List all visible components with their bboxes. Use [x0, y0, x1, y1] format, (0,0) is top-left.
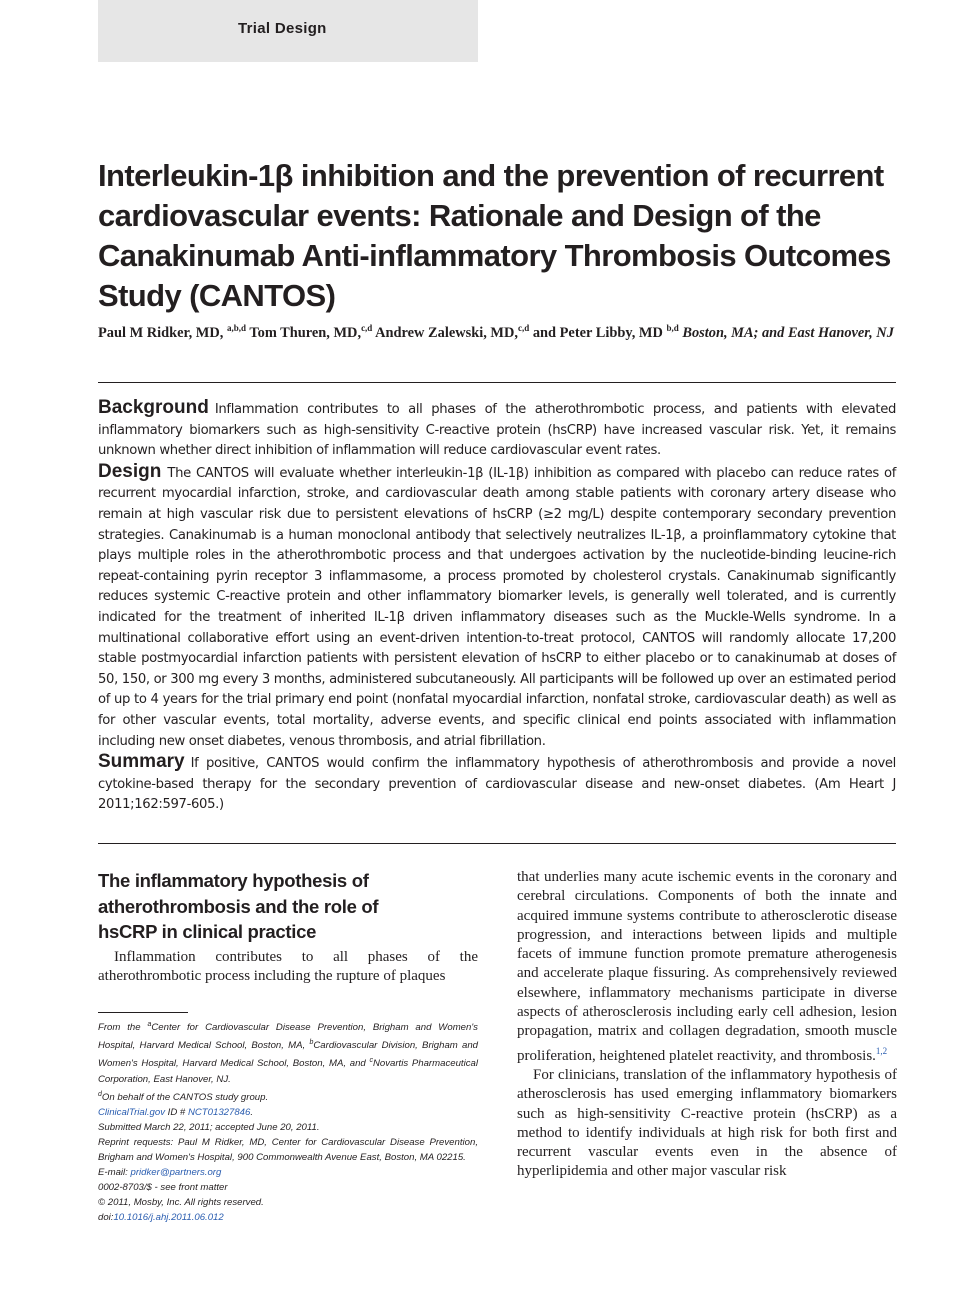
right-column — [517, 868, 897, 1182]
doi-link[interactable]: 10.1016/j.ahj.2011.06.012 — [113, 1211, 224, 1223]
body-paragraph — [517, 868, 897, 1066]
footnote-text: Novartis Pharmaceutical Corporation, East Hanover, NJ. — [98, 1058, 478, 1085]
trial-registry-link[interactable]: ClinicalTrial.gov — [98, 1106, 165, 1118]
author-name: Paul M Ridker, MD, — [98, 324, 224, 341]
abstract-design — [98, 462, 896, 752]
citation-link[interactable]: 1,2 — [875, 1045, 888, 1056]
author-affiliation: c,d — [517, 323, 530, 333]
footnote-text: ID # — [165, 1106, 188, 1118]
author-affiliation: b,d — [666, 323, 679, 333]
footnote-issn: 0002-8703/$ - see front matter — [98, 1181, 228, 1193]
footnote-email — [98, 1165, 478, 1180]
footnote-text: Cardiovascular Division, Brigham and Women's Hospital, Harvard Medical School, Boston, MA, and — [98, 1040, 479, 1070]
abstract-summary-label: Summary — [98, 751, 185, 773]
footnote-rule — [98, 1012, 188, 1013]
footnote-trial-registration — [98, 1105, 478, 1120]
footnotes — [98, 1017, 478, 1225]
footnote-study-group — [98, 1087, 478, 1105]
abstract-bottom-rule — [98, 843, 896, 844]
author-affiliation: c,d — [361, 323, 373, 333]
abstract-summary — [98, 752, 896, 816]
abstract — [98, 398, 896, 816]
footnote-text: E-mail: — [98, 1166, 131, 1178]
footnote-sup: d — [98, 1090, 102, 1098]
body-paragraph: Inflammation contributes to all phases of the atherothrombotic process including the rupture of plaques — [98, 948, 478, 984]
footnote-doi — [98, 1210, 478, 1225]
abstract-design-label: Design — [98, 460, 162, 482]
abstract-background-text: Inflammation contributes to all phases of the atherothrombotic process, and patients with elevated inflammatory biomarkers such as high-sensitivity C-reactive protein (hsCRP) have increased vascular risk. Yet, it remains unknown whether direct inhibition of inflammation will reduce cardiovascular event rates. — [98, 402, 896, 459]
footnote-submitted: Submitted March 22, 2011; accepted June 20, 2011. — [98, 1121, 320, 1133]
footnote-text: . — [250, 1106, 254, 1118]
footnote-copyright: © 2011, Mosby, Inc. All rights reserved. — [98, 1196, 264, 1208]
trial-id-link[interactable]: NCT01327846 — [187, 1106, 251, 1118]
footnote-sup: a — [147, 1021, 152, 1028]
body-paragraph: For clinicians, translation of the inflammatory hypothesis of atherosclerosis has used emerging inflammatory biomarkers such as high-sensitivity C-reactive protein (hsCRP) as a method to identify individuals at high risk for both first and recurrent vascular events even in the absence of hyperlipidemia and other major vascular risk — [517, 1066, 897, 1180]
footnote-text: From the — [98, 1022, 148, 1034]
author-name: Andrew Zalewski, MD, — [375, 324, 518, 341]
section-tab-label: Trial Design — [238, 20, 327, 37]
abstract-background-label: Background — [98, 397, 209, 418]
author-name: and Peter Libby, MD — [532, 324, 663, 341]
footnote-affiliations — [98, 1017, 478, 1087]
article-title: Interleukin-1β inhibition and the prevention of recurrent cardiovascular events: Rationale and Design of the Canakinumab Anti-inflammatory Thrombosis Outcomes Study (CANTOS) — [98, 158, 891, 313]
footnote-sup: b — [309, 1039, 314, 1047]
footnote-text: doi: — [98, 1211, 114, 1223]
author-list — [98, 318, 898, 343]
author-locations: Boston, MA; and East Hanover, NJ — [682, 324, 894, 341]
email-link[interactable]: pridker@partners.org — [130, 1166, 222, 1178]
abstract-background — [98, 398, 896, 462]
footnote-text: Center for Cardiovascular Disease Prevention, Brigham and Women's Hospital, Harvard Medical School, Boston, MA, — [98, 1022, 478, 1052]
body-text: that underlies many acute ischemic events in the coronary and cerebral circulations. Components of both the innate and acquired immune systems contribute to atherosclerotic disease progression, and interactions between lipids and multiple facets of immune function promote premature atherogenesis and accelerate plaque fissuring. As comprehensively reviewed elsewhere, inflammatory mechanisms participate in diverse aspects of atherosclerosis including early cell adhesion, lesion propagation, matrix and collagen degradation, smooth muscle proliferation, heightened platelet reactivity, and thrombosis. — [517, 869, 897, 1064]
abstract-design-text: The CANTOS will evaluate whether interleukin-1β (IL-1β) inhibition as compared with placebo can reduce rates of recurrent myocardial infarction, stroke, and cardiovascular death among stable patients with coronary artery disease who remain at high vascular risk due to persistent elevations of hsCRP (≥2 mg/L) despite contemporary secondary prevention strategies. Canakinumab is a human monoclonal antibody that selectively neutralizes IL-1β, a proinflammatory cytokine that plays multiple roles in the atherothrombotic process and that undergoes activation by the nucleotide-binding leucine-rich repeat-containing pyrin receptor 3 inflammasome, a process promoted by cholesterol crystals. Canakinumab significantly reduces systemic C-reactive protein and other inflammatory biomarker levels, is generally well tolerated, and is currently indicated for the treatment of inherited IL-1β driven inflammatory diseases such as the Muckle-Wells syndrome. In a multinational collaborative effort using an event-driven intention-to-treat protocol, CANTOS will randomly allocate 17,200 stable postmyocardial infarction patients with persistent elevation of hsCRP to either placebo or to canakinumab at doses of 50, 150, or 300 mg every 3 months, administered subcutaneously. All participants will be followed up over an estimated period of up to 4 years for the trial primary end point (nonfatal myocardial infarction, nonfatal stroke, cardiovascular death) as well as for other vascular events, total mortality, adverse events, and specific clinical end points associated with inflammation including new onset diabetes, venous thrombosis, and atrial fibrillation. — [98, 465, 896, 749]
abstract-summary-text: If positive, CANTOS would confirm the inflammatory hypothesis of atherothrombosis and provide a novel cytokine-based therapy for the secondary prevention of cardiovascular disease and new-onset diabetes. (Am Heart J 2011;162:597-605.) — [98, 756, 896, 813]
author-name: Tom Thuren, MD, — [249, 324, 362, 341]
left-column — [98, 868, 478, 986]
abstract-top-rule — [98, 382, 896, 383]
section-heading: The inflammatory hypothesis of atherothrombosis and the role of hsCRP in clinical practice — [98, 870, 379, 942]
author-affiliation: a,b,d — [227, 323, 247, 333]
footnote-reprints: Reprint requests: Paul M Ridker, MD, Center for Cardiovascular Disease Prevention, Brigham and Women's Hospital, 900 Commonwealth Avenue East, Boston, MA 02215. — [98, 1136, 478, 1163]
footnote-sup: c — [369, 1057, 373, 1065]
section-tab — [98, 0, 478, 62]
footnote-text: On behalf of the CANTOS study group. — [101, 1091, 269, 1103]
